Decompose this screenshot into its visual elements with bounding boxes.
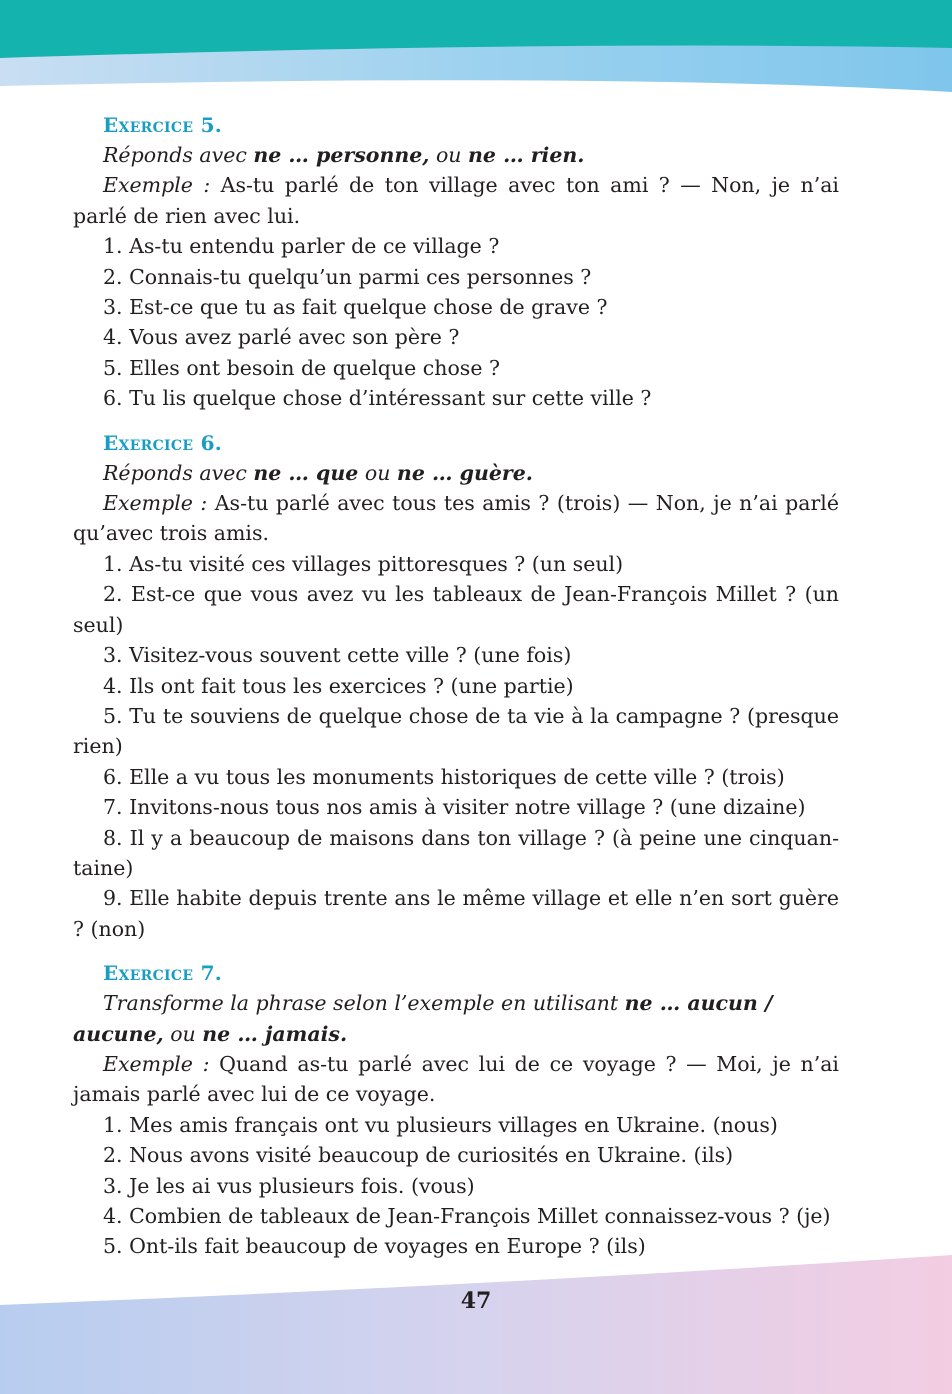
list-item: 6. Elle a vu tous les monuments historiques de cette ville ? (trois) [103,764,785,789]
exercise-6 [73,428,839,945]
exercise-title: Exercice 5. [103,113,223,137]
list-item: 1. Mes amis français ont vu plusieurs villages en Ukraine. (nous) [103,1112,778,1137]
list-item: 1. As-tu visité ces villages pittoresques ? (un seul) [103,551,624,576]
exercise-title: Exercice 7. [103,961,223,986]
exercise-title: Exercice 6. [103,430,223,455]
exercise-example: Exemple : As-tu parlé de ton village avec ton ami ? — Non, je n’ai parlé de rien avec lui. [73,173,839,228]
page-content [73,110,839,1262]
exercise-instruction: Réponds avec ne … personne, ou ne … rien. [103,143,585,167]
exercise-5 [73,110,839,414]
list-item: 9. Elle habite depuis trente ans le même village et elle n’en sort guère ? (non) [73,886,839,941]
list-item: 1. As-tu entendu parler de ce village ? [103,234,500,259]
footer-decoration [0,1255,952,1394]
exercise-example: Exemple : As-tu parlé avec tous tes amis ? (trois) — Non, je n’ai parlé qu’avec trois amis. [73,491,839,546]
list-item: 4. Ils ont fait tous les exercices ? (une partie) [103,673,574,698]
list-item: 2. Connais-tu quelqu’un parmi ces personnes ? [103,264,592,289]
list-item: 3. Je les ai vus plusieurs fois. (vous) [103,1173,475,1198]
exercise-example: Exemple : Quand as-tu parlé avec lui de ce voyage ? — Moi, je n’ai jamais parlé avec lui de ce voyage. [73,1051,839,1107]
list-item: 3. Est-ce que tu as fait quelque chose de grave ? [103,295,608,320]
list-item: 4. Combien de tableaux de Jean-François Millet connaissez-vous ? (je) [103,1204,831,1228]
page-number: 47 [460,1288,492,1314]
header-decoration [0,0,952,120]
list-item: 5. Ont-ils fait beaucoup de voyages en Europe ? (ils) [103,1234,646,1259]
exercise-instruction: Transforme la phrase selon l’exemple en utilisant ne … aucun / aucune, ou ne … jamais. [73,991,773,1046]
exercise-instruction: Réponds avec ne … que ou ne … guère. [103,460,533,485]
exercise-7 [73,958,839,1262]
list-item: 6. Tu lis quelque chose d’intéressant sur cette ville ? [103,386,652,411]
list-item: 3. Visitez-vous souvent cette ville ? (une fois) [103,643,572,668]
list-item: 2. Nous avons visité beaucoup de curiosités en Ukraine. (ils) [103,1143,734,1168]
list-item: 8. Il y a beaucoup de maisons dans ton village ? (à peine une cinquantaine) [73,825,839,880]
list-item: 7. Invitons-nous tous nos amis à visiter notre village ? (une dizaine) [103,795,806,820]
list-item: 4. Vous avez parlé avec son père ? [103,325,460,350]
list-item: 5. Tu te souviens de quelque chose de ta vie à la campagne ? (presque rien) [73,703,839,759]
list-item: 5. Elles ont besoin de quelque chose ? [103,355,500,380]
list-item: 2. Est-ce que vous avez vu les tableaux de Jean-François Millet ? (un seul) [73,582,839,637]
